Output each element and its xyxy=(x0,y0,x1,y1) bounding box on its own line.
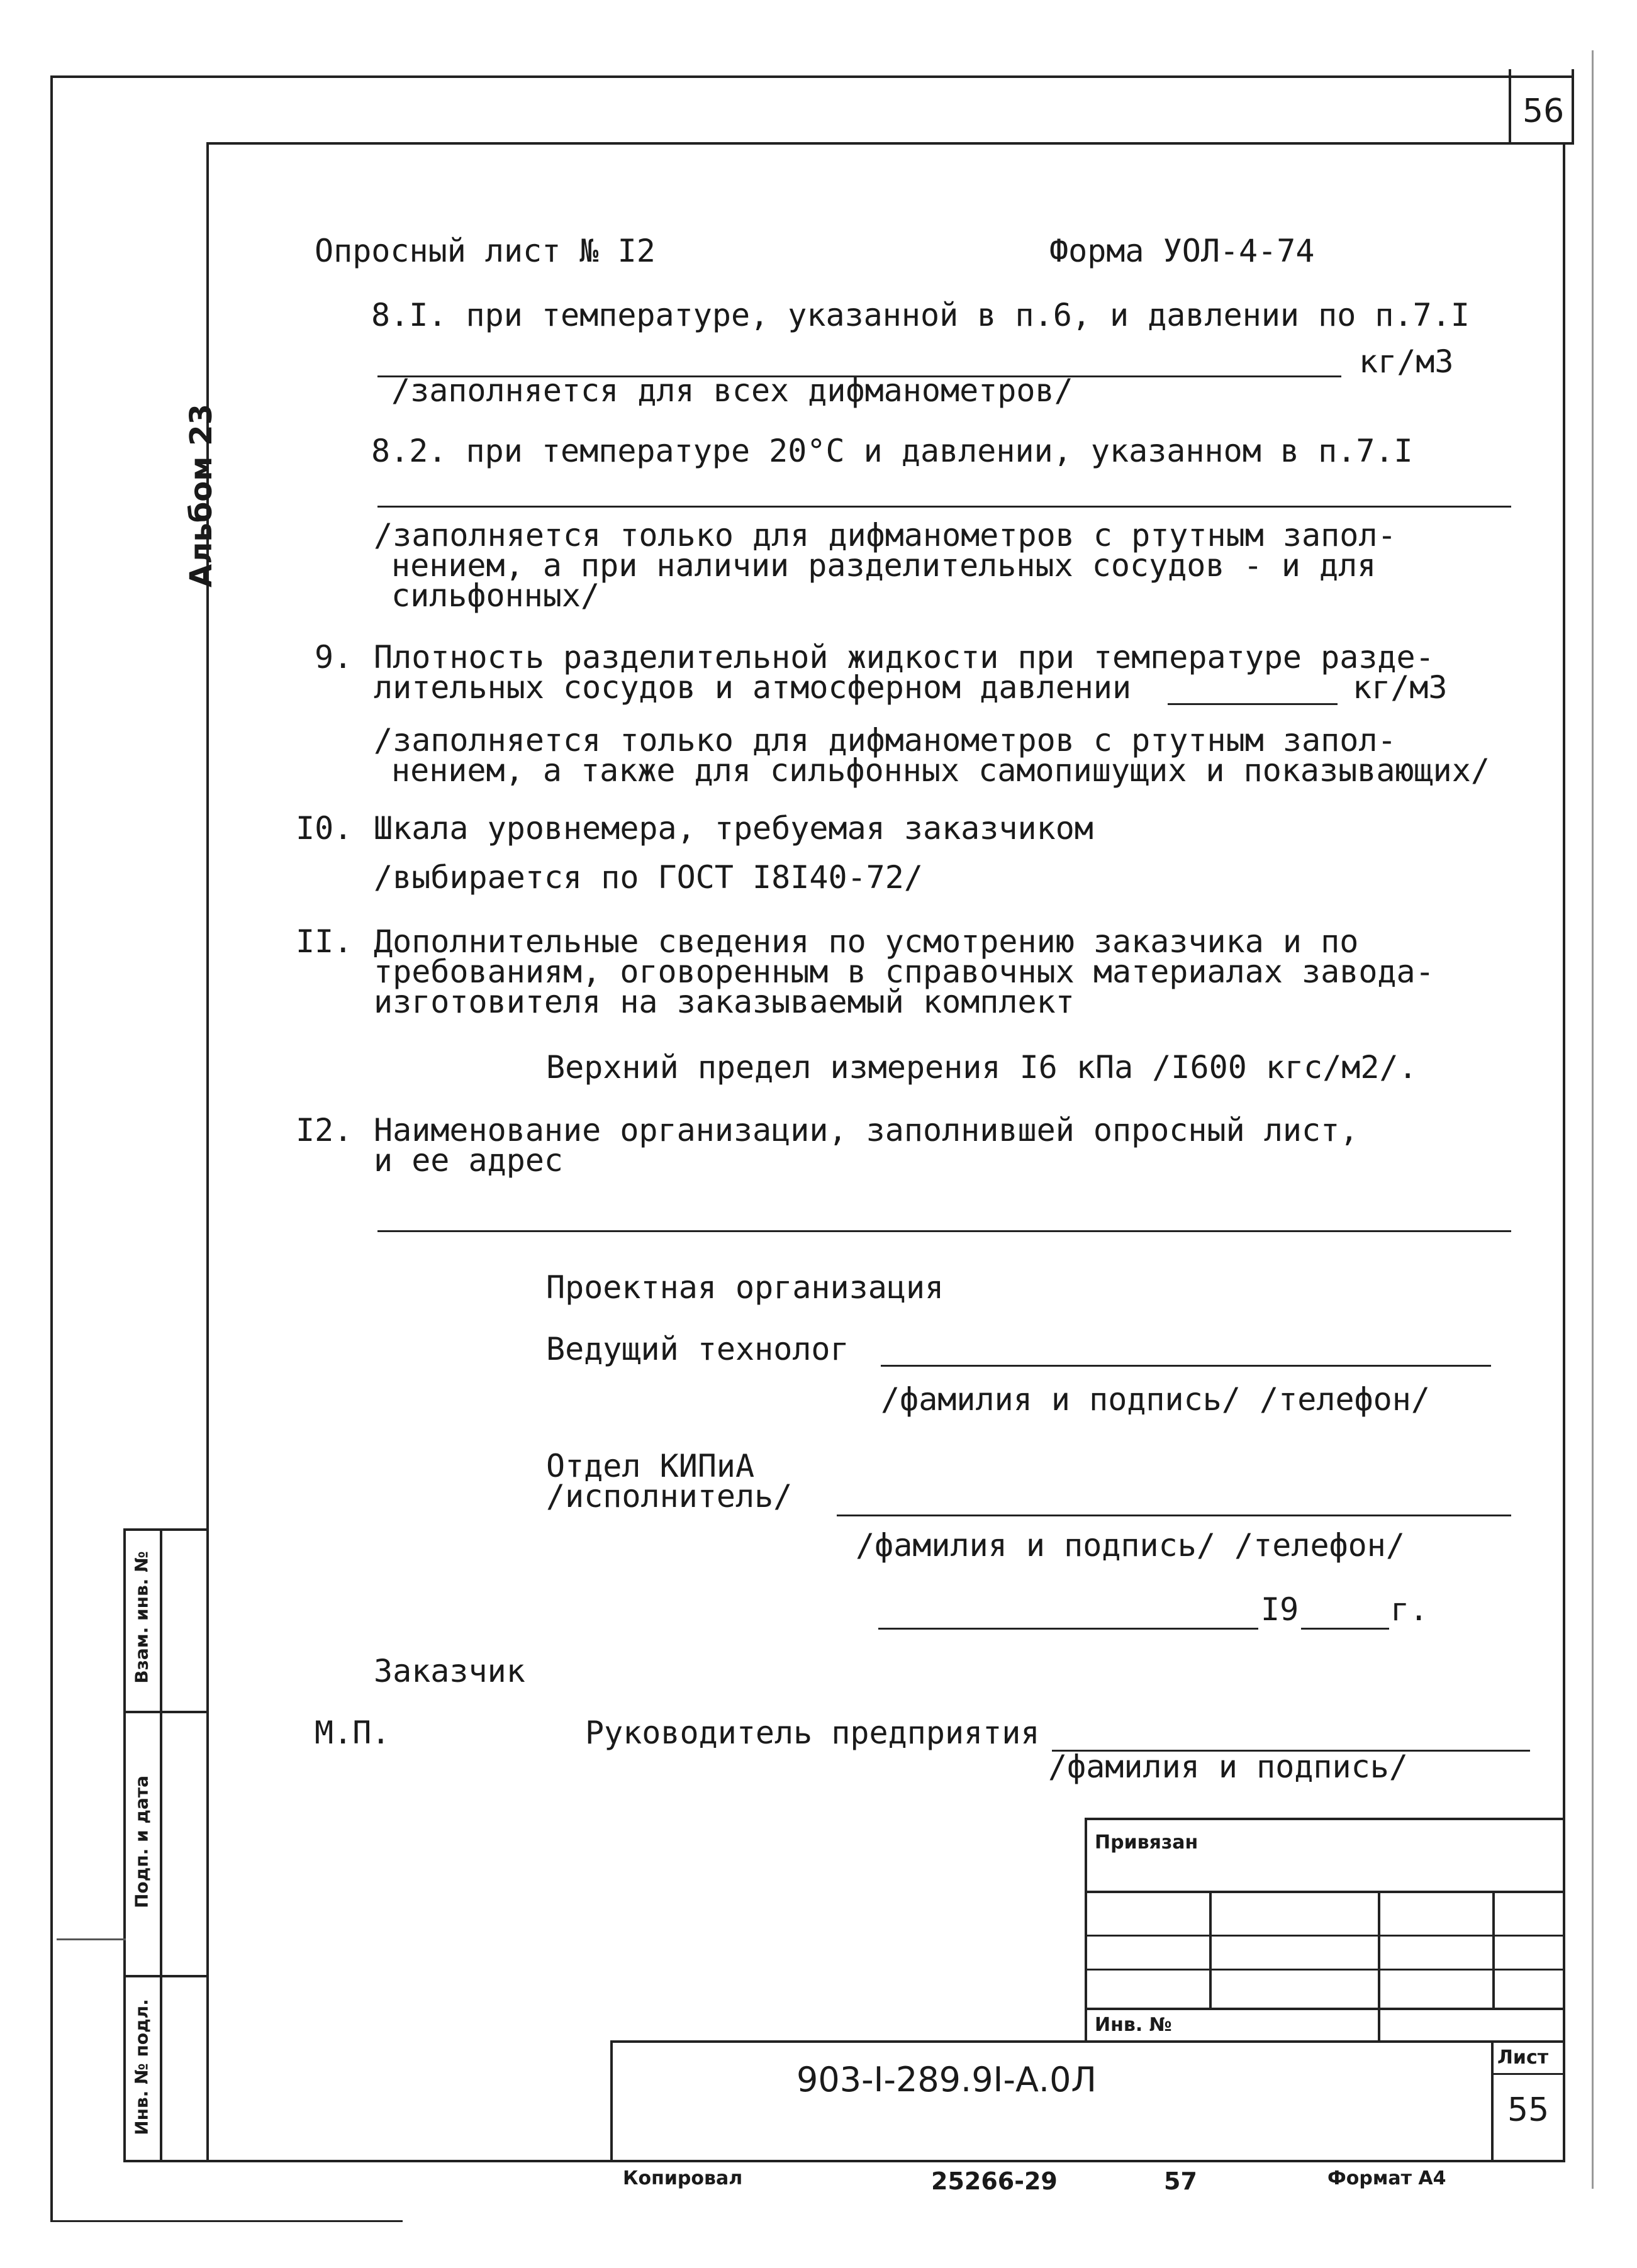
signature-hint-1: /фамилия и подпись/ /телефон/ xyxy=(881,1381,1430,1418)
inner-top-border xyxy=(206,142,1573,145)
item-8-1-text: 8.I. при температуре, указанной в п.6, и давлении по п.7.I xyxy=(371,297,1470,333)
lead-technologist-label: Ведущий технолог xyxy=(546,1331,849,1367)
item-9-line2: лительных сосудов и атмосферном давлении xyxy=(374,669,1132,706)
item-11-line3: изготовителя на заказываемый комплект xyxy=(374,984,1075,1020)
item-12-fill-line xyxy=(377,1230,1511,1232)
item-12-line1: Наименование организации, заполнившей опросный лист, xyxy=(374,1112,1359,1148)
scan-edge xyxy=(1592,50,1594,2189)
item-8-2-note2: нением, а при наличии разделительных сосудов - и для xyxy=(391,547,1377,584)
item-11-line2: требованиям, оговоренным в справочных материалах завода- xyxy=(374,953,1434,990)
footer-format: Формат А4 xyxy=(1327,2167,1446,2189)
stamp-privyazan: Привязан xyxy=(1095,1832,1198,1854)
enterprise-head-label: Руководитель предприятия xyxy=(585,1715,1040,1751)
design-org-label: Проектная организация xyxy=(546,1269,944,1306)
item-8-1-note: /заполняется для всех дифманометров/ xyxy=(391,372,1073,409)
album-label: Альбом 23 xyxy=(184,404,219,587)
title-block-top xyxy=(610,2040,1565,2043)
sidebar-dash-line xyxy=(57,1938,126,1940)
item-9-unit: кг/м3 xyxy=(1353,669,1448,706)
item-9-line1: Плотность разделительной жидкости при температуре разде- xyxy=(374,639,1434,675)
item-10-line1: Шкала уровнемера, требуемая заказчиком xyxy=(374,810,1093,847)
sidebar-inv-vzam: Взам. инв. № xyxy=(131,1551,152,1684)
kip-executor-line xyxy=(837,1515,1511,1516)
stamp-inv-no: Инв. № xyxy=(1095,2014,1172,2036)
item-8-2-fill-line xyxy=(377,506,1511,508)
item-11-line1: Дополнительные сведения по усмотрению заказчика и по xyxy=(374,923,1359,960)
document-code: 903-I-289.9I-А.0Л xyxy=(796,2060,1097,2099)
date-year-suffix: г. xyxy=(1390,1591,1429,1628)
stamp-col2 xyxy=(1378,1891,1380,2040)
stamp-top-line xyxy=(1085,1818,1565,1820)
title-block-left xyxy=(610,2040,613,2162)
sidebar-inv-podl: Инв. № подл. xyxy=(131,1999,152,2135)
signature-hint-3: /фамилия и подпись/ xyxy=(1048,1748,1408,1785)
lead-technologist-line xyxy=(881,1365,1491,1367)
form-code: Форма УОЛ-4-74 xyxy=(1049,233,1315,269)
item-8-2-note3: сильфонных/ xyxy=(391,577,600,614)
outer-bottom-line xyxy=(50,2220,403,2222)
seal-label: М.П. xyxy=(315,1715,391,1751)
item-8-2-text: 8.2. при температуре 20°С и давлении, указанном в п.7.I xyxy=(371,433,1413,469)
kip-executor-label: /исполнитель/ xyxy=(546,1478,793,1515)
sidebar-stamp-div1 xyxy=(123,1711,209,1713)
sidebar-stamp-mid xyxy=(160,1528,162,2162)
inner-right-border xyxy=(1563,142,1565,2162)
sheet-number: 55 xyxy=(1507,2091,1550,2129)
page-number-box-left xyxy=(1509,69,1511,145)
sidebar-stamp-div2 xyxy=(123,1975,209,1977)
item-8-2-note1: /заполняется только для дифманометров с ртутным запол- xyxy=(374,517,1397,553)
signature-hint-2: /фамилия и подпись/ /телефон/ xyxy=(856,1527,1405,1564)
date-year-line xyxy=(1301,1628,1389,1630)
customer-label: Заказчик xyxy=(374,1653,525,1689)
item-11-line4: Верхний предел измерения I6 кПа /I600 кгс/м2/. xyxy=(546,1049,1417,1086)
item-12-number: I2. xyxy=(296,1112,353,1148)
item-12-line2: и ее адрес xyxy=(374,1142,564,1179)
sheet-label: Лист xyxy=(1497,2047,1549,2069)
date-line xyxy=(878,1628,1258,1630)
questionnaire-title: Опросный лист № I2 xyxy=(315,233,656,269)
item-9-fill-line xyxy=(1168,703,1338,705)
outer-top-border xyxy=(50,75,1573,78)
item-10-number: I0. xyxy=(296,810,353,847)
footer-sheet: 57 xyxy=(1164,2167,1197,2195)
footer-number: 25266-29 xyxy=(931,2167,1058,2195)
stamp-left-line xyxy=(1085,1818,1087,2040)
item-11-number: II. xyxy=(296,923,353,960)
item-8-1-unit: кг/м3 xyxy=(1359,343,1454,380)
stamp-row4 xyxy=(1085,2008,1565,2010)
item-9-note1: /заполняется только для дифманометров с ртутным запол- xyxy=(374,722,1397,759)
date-year: I9 xyxy=(1261,1591,1299,1628)
stamp-col1 xyxy=(1209,1891,1212,2008)
stamp-col3 xyxy=(1492,1891,1495,2008)
inner-bottom-border xyxy=(123,2160,1565,2162)
page-number-top: 56 xyxy=(1522,92,1565,130)
item-10-line2: /выбирается по ГОСТ I8I40-72/ xyxy=(374,859,923,896)
sidebar-stamp-left xyxy=(123,1528,126,2162)
item-9-number: 9. xyxy=(315,639,353,675)
outer-left-border xyxy=(50,75,53,2220)
page-number-box-right xyxy=(1572,69,1574,145)
footer-copied-by: Копировал xyxy=(623,2167,743,2189)
title-block-sheet-divider xyxy=(1491,2040,1494,2162)
kip-dept-label: Отдел КИПиА xyxy=(546,1448,755,1484)
title-block-sheet-row xyxy=(1491,2073,1565,2075)
item-9-note2: нением, а также для сильфонных самопишущих и показывающих/ xyxy=(391,752,1490,789)
sidebar-podp-data: Подп. и дата xyxy=(131,1776,152,1909)
